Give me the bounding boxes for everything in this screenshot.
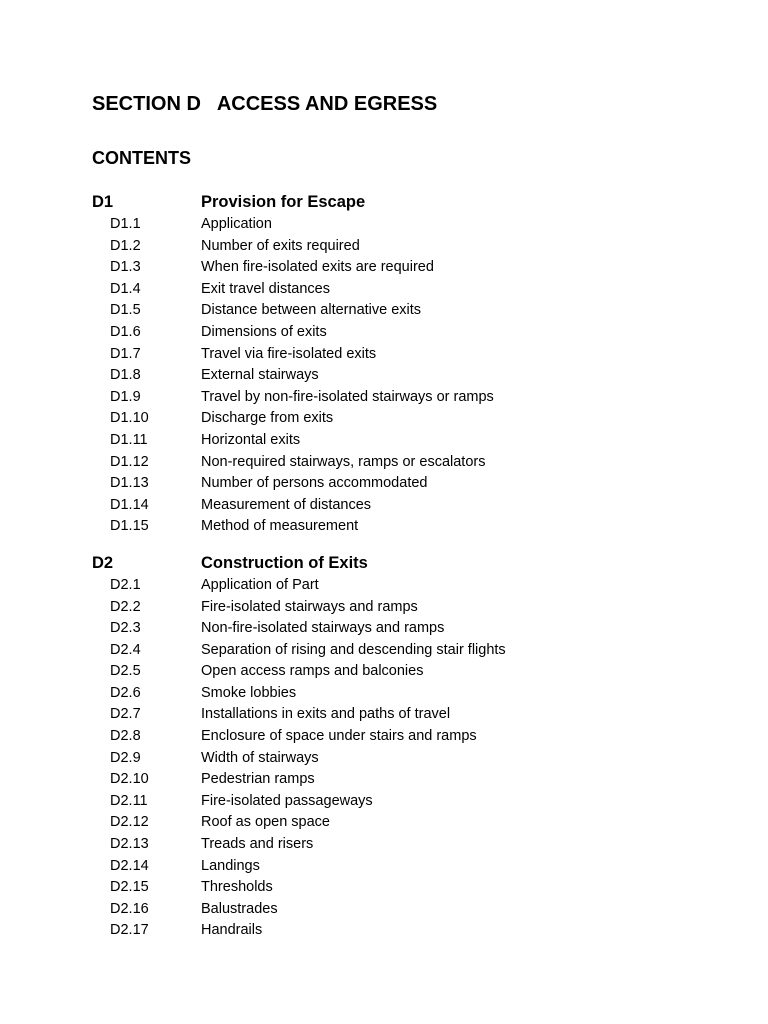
group-code: D1 [92,193,114,211]
group-header [92,551,732,575]
contents-entry [92,877,732,899]
entry-code: D1.10 [110,410,149,427]
entry-title: Method of measurement [201,518,359,535]
entry-code: D1.15 [110,518,149,535]
contents-entry [92,791,732,813]
entry-code: D2.6 [110,684,141,701]
entry-code: D2.10 [110,771,149,788]
entry-code: D1.6 [110,323,141,340]
entry-title: Treads and risers [201,836,314,853]
group-title: Provision for Escape [201,193,366,211]
entry-title: Thresholds [201,879,273,896]
entry-code: D2.2 [110,598,141,615]
contents-group-d2 [92,551,732,942]
entry-code: D1.1 [110,216,141,232]
entry-code: D2.11 [110,792,148,809]
contents-entry [92,257,732,279]
entry-title: Smoke lobbies [201,684,297,701]
entry-code: D1.9 [110,388,141,405]
entry-code: D1.13 [110,475,149,492]
entry-code: D2.14 [110,857,149,874]
entry-title: Pedestrian ramps [201,771,315,788]
group-items [92,214,732,538]
contents-entry [92,408,732,430]
entry-code: D2.17 [110,922,149,939]
entry-title: Application [201,216,272,232]
entry-title: Exit travel distances [201,280,330,297]
group-title: Construction of Exits [201,553,368,572]
entry-title: Fire-isolated passageways [201,792,373,809]
contents-entry [92,365,732,387]
group-header [92,190,732,214]
entry-code: D1.4 [110,280,141,297]
entry-code: D1.12 [110,453,149,470]
contents-entry [92,452,732,474]
contents-entry [92,279,732,301]
entry-title: External stairways [201,367,319,384]
entry-title: Application of Part [201,576,319,593]
contents-entry [92,344,732,366]
contents-group-d1 [92,190,732,538]
entry-code: D1.7 [110,345,141,362]
entry-title: Roof as open space [201,814,330,831]
contents-entry [92,856,732,878]
entry-title: Horizontal exits [201,431,301,448]
contents-entry [92,495,732,517]
entry-code: D2.1 [110,576,141,593]
entry-title: Number of persons accommodated [201,475,428,492]
entry-code: D2.8 [110,728,141,745]
entry-title: Travel by non-fire-isolated stairways or ramps [201,388,494,405]
contents-entry [92,473,732,495]
group-code: D2 [92,553,114,572]
entry-code: D2.15 [110,879,149,896]
entry-code: D2.12 [110,814,149,831]
entry-title: Measurement of distances [201,496,372,513]
entry-title: Width of stairways [201,749,319,766]
contents-entry [92,812,732,834]
entry-title: Distance between alternative exits [201,302,422,319]
entry-title: When fire-isolated exits are required [201,259,434,276]
contents-entry [92,683,732,705]
contents-entry [92,575,732,597]
entry-title: Enclosure of space under stairs and ramps [201,728,477,745]
contents-entry [92,726,732,748]
entry-title: Non-required stairways, ramps or escalators [201,453,486,470]
contents-entry [92,640,732,662]
entry-code: D1.2 [110,237,141,254]
contents-heading: CONTENTS [92,148,191,168]
entry-code: D1.8 [110,367,141,384]
entry-code: D1.3 [110,259,141,276]
entry-title: Fire-isolated stairways and ramps [201,598,418,615]
entry-code: D1.14 [110,496,149,513]
contents-entry [92,618,732,640]
entry-title: Discharge from exits [201,410,334,427]
contents-entry [92,322,732,344]
contents-entry [92,748,732,770]
entry-code: D2.16 [110,900,149,917]
entry-code: D2.9 [110,749,141,766]
entry-title: Installations in exits and paths of travel [201,706,451,723]
entry-title: Balustrades [201,900,278,917]
contents-entry [92,516,732,538]
entry-title: Travel via fire-isolated exits [201,345,377,362]
contents-entry [92,430,732,452]
contents-entry [92,704,732,726]
contents-entry [92,920,732,942]
contents-entry [92,300,732,322]
contents-entry [92,214,732,236]
entry-title: Landings [201,857,260,874]
contents-entry [92,387,732,409]
contents-entry [92,661,732,683]
contents-entry [92,236,732,258]
entry-title: Handrails [201,922,263,939]
section-title: SECTION D ACCESS AND EGRESS [92,93,438,115]
entry-code: D2.3 [110,620,141,637]
contents-entry [92,597,732,619]
contents-entry [92,769,732,791]
contents-entry [92,834,732,856]
entry-code: D2.7 [110,706,141,723]
entry-code: D1.5 [110,302,141,319]
entry-code: D2.13 [110,836,149,853]
entry-title: Separation of rising and descending stair flights [201,641,506,658]
entry-code: D1.11 [110,431,148,448]
document-page [92,90,732,942]
entry-title: Open access ramps and balconies [201,663,424,680]
contents-entry [92,899,732,921]
entry-title: Non-fire-isolated stairways and ramps [201,620,445,637]
entry-code: D2.5 [110,663,141,680]
group-items [92,575,732,942]
entry-title: Number of exits required [201,237,360,254]
entry-title: Dimensions of exits [201,323,327,340]
entry-code: D2.4 [110,641,141,658]
